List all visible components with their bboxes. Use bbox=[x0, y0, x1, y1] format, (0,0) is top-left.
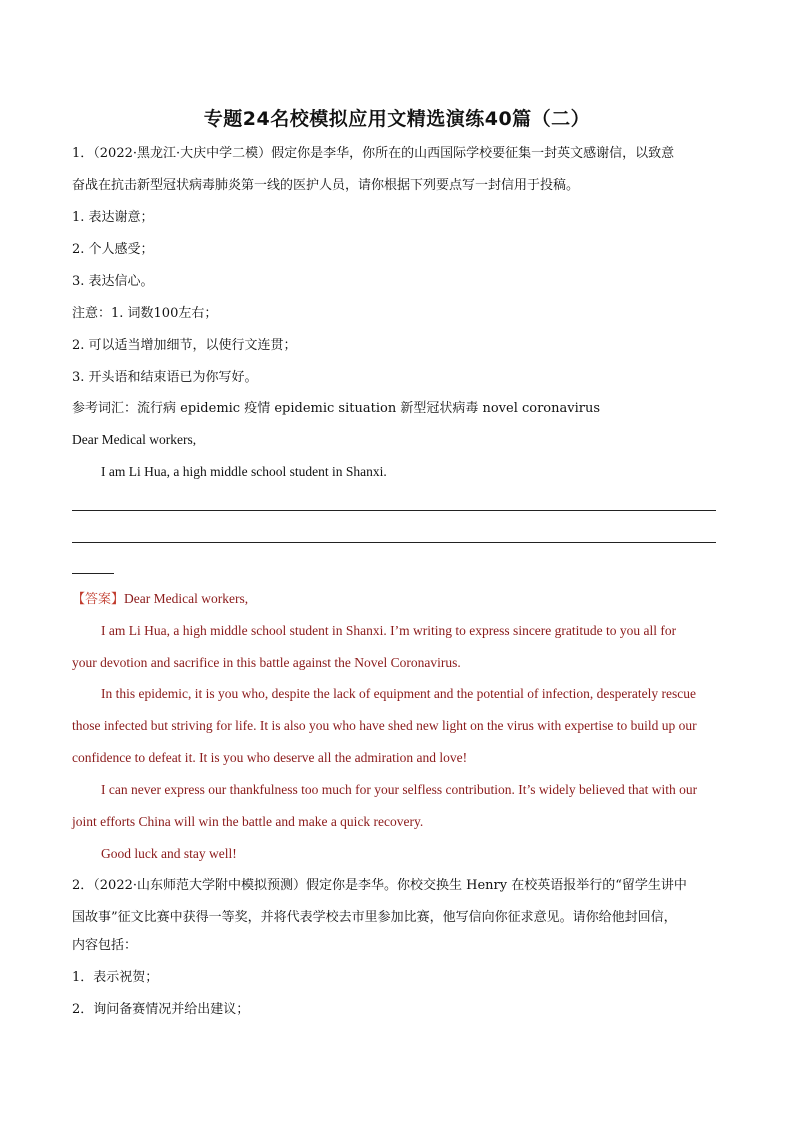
q1-intro-line-2: 奋战在抗击新型冠状病毒肺炎第一线的医护人员，请你根据下列要点写一封信用于投稿。 bbox=[72, 178, 580, 193]
q2-intro-line-1: 2．（2022·山东师范大学附中模拟预测）假定你是李华。你校交换生 Henry 在校英语报举行的“留学生讲中 bbox=[72, 878, 687, 893]
answer-line: I am Li Hua, a high middle school student in Shanxi. I’m writing to express sincere gratitude to you all for bbox=[101, 623, 677, 638]
answer-line: those infected but striving for life. It is also you who have shed new light on the virus with expertise to build up our bbox=[72, 718, 697, 733]
q1-opening-line: I am Li Hua, a high middle school student in Shanxi. bbox=[101, 464, 387, 479]
page-title: 专题24名校模拟应用文精选演练40篇（二） bbox=[203, 108, 591, 130]
q1-point: 3. 表达信心。 bbox=[72, 274, 154, 289]
q1-vocab: 参考词汇：流行病 epidemic 疫情 epidemic situation 新型冠状病毒 novel coronavirus bbox=[72, 401, 601, 416]
answer-line: your devotion and sacrifice in this battle against the Novel Coronavirus. bbox=[72, 655, 461, 670]
answer-salutation: Dear Medical workers, bbox=[124, 591, 249, 606]
q1-salutation: Dear Medical workers, bbox=[72, 432, 197, 447]
answer-heading bbox=[72, 590, 248, 609]
q2-point: 1．表示祝贺； bbox=[72, 970, 159, 985]
answer-line: In this epidemic, it is you who, despite the lack of equipment and the potential of infection, desperately rescue bbox=[101, 686, 696, 701]
q1-point: 2. 个人感受； bbox=[72, 242, 154, 257]
q1-intro-line-1: 1．（2022·黑龙江·大庆中学二模）假定你是李华，你所在的山西国际学校要征集一封英文感谢信，以致意 bbox=[72, 146, 675, 161]
answer-blank-line bbox=[72, 510, 716, 511]
q1-note: 2. 可以适当增加细节，以使行文连贯； bbox=[72, 338, 297, 353]
answer-line: confidence to defeat it. It is you who deserve all the admiration and love! bbox=[72, 750, 468, 765]
q1-note: 注意：1. 词数100左右； bbox=[72, 306, 218, 321]
q1-point: 1. 表达谢意； bbox=[72, 210, 154, 225]
q2-point: 2．询问备赛情况并给出建议； bbox=[72, 1002, 250, 1017]
answer-blank-line-short bbox=[72, 573, 114, 574]
answer-blank-line bbox=[72, 542, 716, 543]
q1-note: 3. 开头语和结束语已为你写好。 bbox=[72, 370, 258, 385]
q2-intro-line-3: 内容包括： bbox=[72, 938, 138, 953]
q2-intro-line-2: 国故事”征文比赛中获得一等奖，并将代表学校去市里参加比赛，他写信向你征求意见。请你给他封回信， bbox=[72, 910, 677, 925]
answer-line: I can never express our thankfulness too much for your selfless contribution. It’s widely believed that with our bbox=[101, 782, 698, 797]
answer-tag: 【答案】 bbox=[72, 592, 125, 607]
answer-line: Good luck and stay well! bbox=[101, 846, 237, 861]
answer-line: joint efforts China will win the battle and make a quick recovery. bbox=[72, 814, 424, 829]
